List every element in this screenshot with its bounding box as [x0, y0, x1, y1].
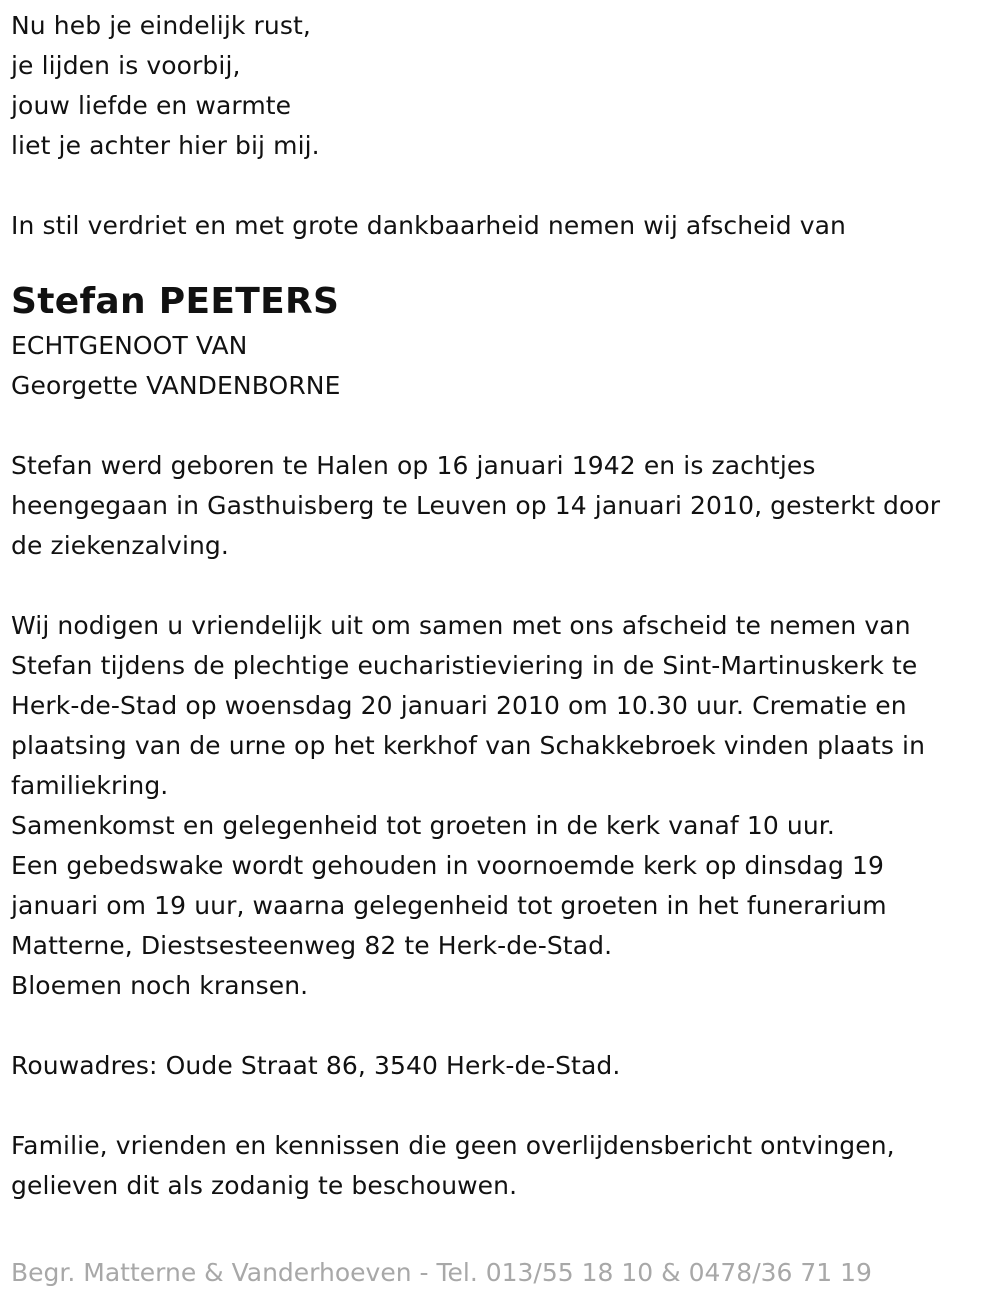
poem-line: liet je achter hier bij mij. [11, 131, 320, 160]
paragraph-line: Bloemen noch kransen. [11, 971, 309, 1000]
poem-line: je lijden is voorbij, [11, 51, 241, 80]
spacer [11, 566, 1000, 606]
funeral-home-contact: Begr. Matterne & Vanderhoeven - Tel. 013/55 18 10 & 0478/36 71 19 [11, 1258, 872, 1287]
birth-death-paragraph [11, 446, 1000, 566]
paragraph-line: Familie, vrienden en kennissen die geen overlijdensbericht ontvingen, [11, 1131, 895, 1160]
paragraph-line: januari om 19 uur, waarna gelegenheid tot groeten in het funerarium [11, 891, 887, 920]
paragraph-line: de ziekenzalving. [11, 531, 229, 560]
paragraph-line: plaatsing van de urne op het kerkhof van Schakkebroek vinden plaats in [11, 731, 926, 760]
notice-paragraph [11, 1126, 1000, 1206]
spacer [11, 1086, 1000, 1126]
paragraph-line: Stefan tijdens de plechtige eucharistieviering in de Sint-Martinuskerk te [11, 651, 918, 680]
deceased-name: Stefan PEETERS [11, 281, 340, 322]
ceremony-paragraph [11, 606, 1000, 1006]
paragraph-line: heengegaan in Gasthuisberg te Leuven op 14 januari 2010, gesterkt door [11, 491, 941, 520]
spacer [11, 1006, 1000, 1046]
intro-text: In stil verdriet en met grote dankbaarheid nemen wij afscheid van [11, 211, 846, 240]
poem [11, 6, 1000, 166]
paragraph-line: Samenkomst en gelegenheid tot groeten in de kerk vanaf 10 uur. [11, 811, 835, 840]
paragraph-line: Herk-de-Stad op woensdag 20 januari 2010 om 10.30 uur. Crematie en [11, 691, 907, 720]
paragraph-line: Een gebedswake wordt gehouden in voornoemde kerk op dinsdag 19 [11, 851, 885, 880]
paragraph-line: Stefan werd geboren te Halen op 16 januari 1942 en is zachtjes [11, 451, 816, 480]
spouse-name: Georgette VANDENBORNE [11, 371, 341, 400]
spacer [11, 406, 1000, 446]
poem-line: jouw liefde en warmte [11, 91, 292, 120]
mourning-address: Rouwadres: Oude Straat 86, 3540 Herk-de-Stad. [11, 1051, 621, 1080]
paragraph-line: Wij nodigen u vriendelijk uit om samen met ons afscheid te nemen van [11, 611, 911, 640]
paragraph-line: Matterne, Diestsesteenweg 82 te Herk-de-Stad. [11, 931, 613, 960]
paragraph-line: gelieven dit als zodanig te beschouwen. [11, 1171, 518, 1200]
paragraph-line: familiekring. [11, 771, 169, 800]
poem-line: Nu heb je eindelijk rust, [11, 11, 311, 40]
relation-label: ECHTGENOOT VAN [11, 331, 248, 360]
spacer [11, 166, 1000, 206]
